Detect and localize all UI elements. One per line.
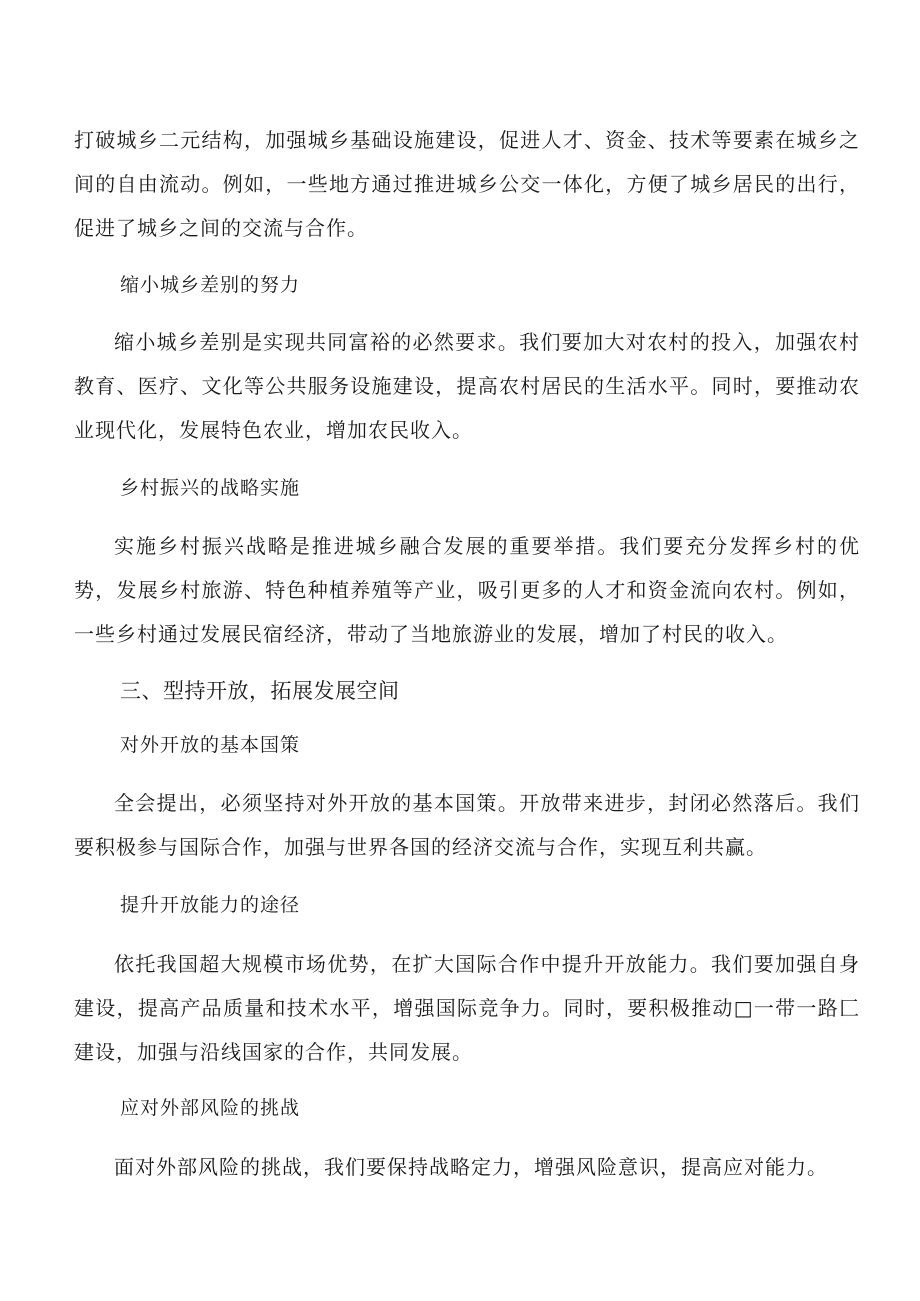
subheading-basic-policy: 对外开放的基本国策 bbox=[120, 734, 301, 756]
paragraph-opening-capacity: 依托我国超大规模市场优势，在扩大国际合作中提升开放能力。我们要加强自身建设，提高产品质量和技术水平，增强国际竞争力。同时，要积极推动□一带一路匚建设，加强与沿线国家的合作，共同发展。 bbox=[74, 952, 860, 1064]
subheading-narrow-gap: 缩小城乡差别的努力 bbox=[120, 274, 301, 296]
subheading-rural-revitalization: 乡村振兴的战略实施 bbox=[120, 477, 301, 499]
paragraph-basic-policy: 全会提出，必须坚持对外开放的基本国策。开放带来进步，封闭必然落后。我们要积极参与国际合作，加强与世界各国的经济交流与合作，实现互利共赢。 bbox=[74, 791, 860, 859]
paragraph-external-risks: 面对外部风险的挑战，我们要保持战略定力，增强风险意识，提高应对能力。 bbox=[114, 1155, 828, 1179]
paragraph-narrow-gap: 缩小城乡差别是实现共同富裕的必然要求。我们要加大对农村的投入，加强农村教育、医疗、文化等公共服务设施建设，提高农村居民的生活水平。同时，要推动农业现代化，发展特色农业，增加农民收入。 bbox=[74, 330, 860, 442]
section-heading-opening-up: 三、型持开放，拓展发展空间 bbox=[120, 679, 400, 703]
paragraph-urban-rural-structure: 打破城乡二元结构，加强城乡基础设施建设，促进人才、资金、技术等要素在城乡之间的自由流动。例如，一些地方通过推进城乡公交一体化，方便了城乡居民的出行，促进了城乡之间的交流与合作。 bbox=[74, 128, 860, 240]
subheading-external-risks: 应对外部风险的挑战 bbox=[120, 1097, 301, 1119]
paragraph-rural-revitalization: 实施乡村振兴战略是推进城乡融合发展的重要举措。我们要充分发挥乡村的优势，发展乡村旅游、特色种植养殖等产业，吸引更多的人才和资金流向农村。例如，一些乡村通过发展民宿经济，带动了当地旅游业的发展，增加了村民的收入。 bbox=[74, 534, 860, 646]
subheading-opening-capacity: 提升开放能力的途径 bbox=[120, 894, 301, 916]
